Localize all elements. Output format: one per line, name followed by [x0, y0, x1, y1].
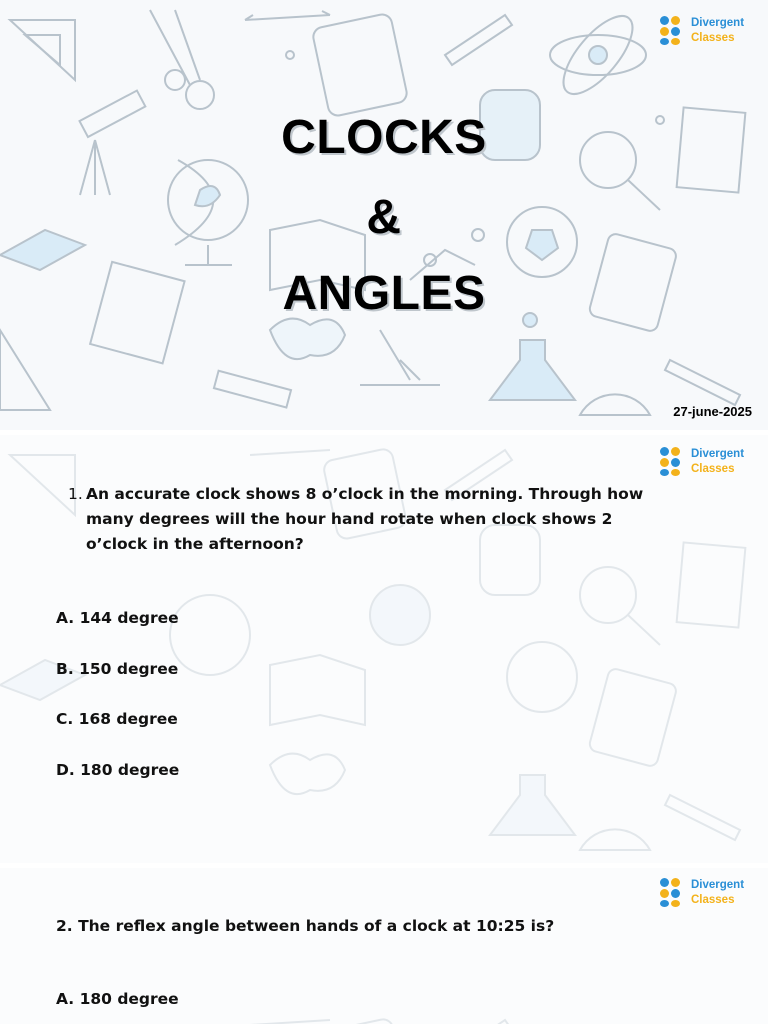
title-line2: &: [366, 191, 402, 244]
logo-dots-icon: [660, 447, 682, 477]
brand-name-line2: Classes: [691, 463, 735, 475]
question-page-2: [0, 868, 768, 1024]
question-number: 1.: [68, 485, 83, 503]
brand-name-line1: Divergent: [691, 17, 745, 29]
option-a: A. 180 degree: [56, 990, 179, 1008]
question-text: 2. The reflex angle between hands of a clock at 10:25 is?: [56, 917, 555, 935]
brand-name-line1: Divergent: [691, 448, 745, 460]
brand-name-line1: Divergent: [691, 879, 745, 891]
question-text: An accurate clock shows 8 o’clock in the morning. Through how many degrees will the hour hand rotate when clock shows 2 o’clock in the afternoon?: [86, 485, 644, 553]
brand-name-line2: Classes: [691, 894, 735, 906]
logo-dots-icon: [660, 16, 682, 46]
option-c: C. 168 degree: [56, 710, 178, 728]
brand-logo: [660, 447, 744, 477]
brand-name-line2: Classes: [691, 32, 735, 44]
title-line1: CLOCKS: [281, 111, 487, 164]
option-d: D. 180 degree: [56, 761, 180, 779]
title-line3: ANGLES: [282, 267, 486, 320]
option-a: A. 144 degree: [56, 609, 179, 627]
option-b: B. 150 degree: [56, 660, 179, 678]
date-label: 27-june-2025: [673, 404, 752, 419]
cover-page: [0, 0, 768, 430]
brand-logo: [660, 878, 744, 908]
logo-dots-icon: [660, 878, 682, 908]
brand-logo: [660, 16, 744, 46]
question-page-1: [0, 435, 768, 863]
